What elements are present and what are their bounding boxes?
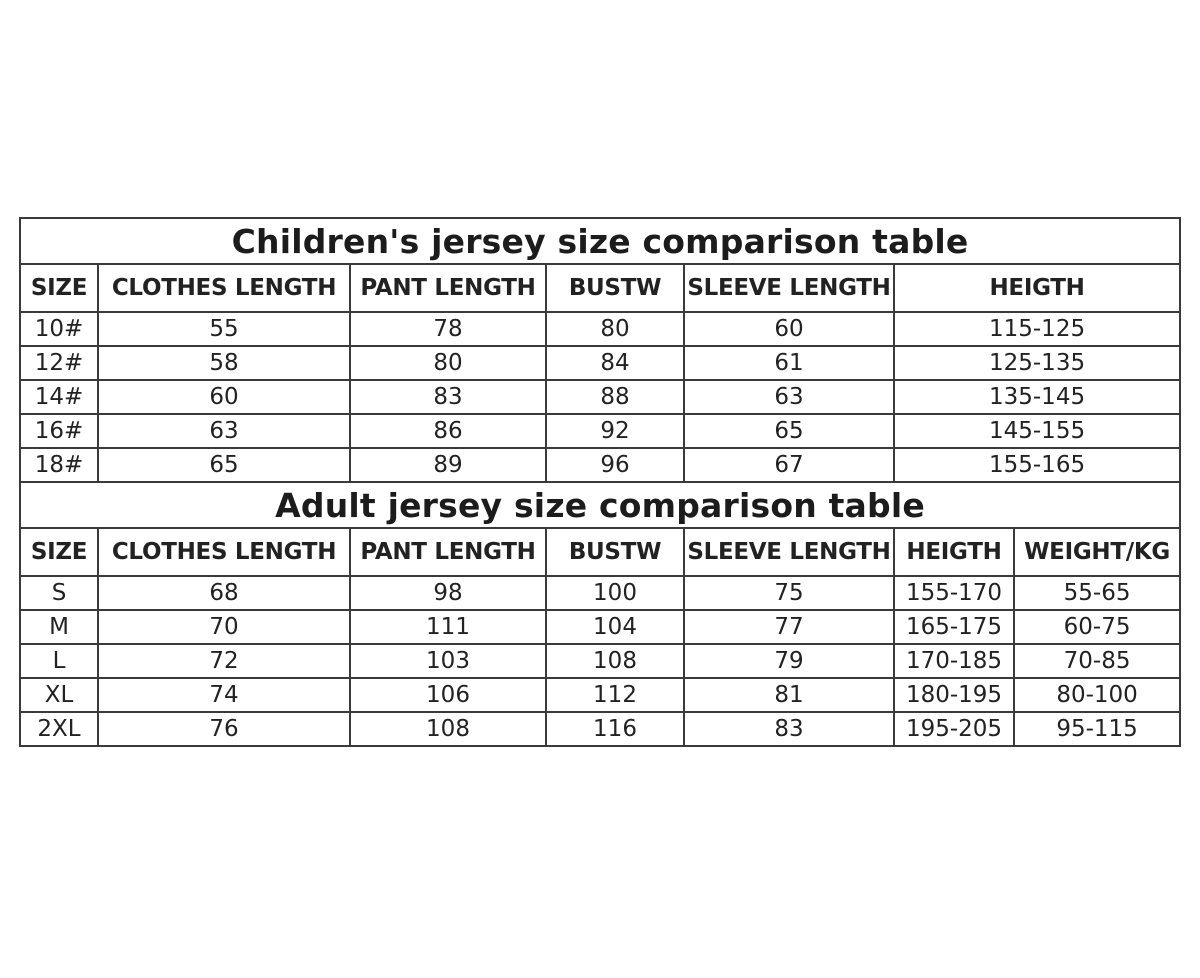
table-cell: 135-145 xyxy=(894,380,1180,414)
table-cell: 60 xyxy=(684,312,894,346)
table-row xyxy=(20,610,1180,644)
table-cell: 77 xyxy=(684,610,894,644)
table-row xyxy=(20,414,1180,448)
table-cell: 16# xyxy=(20,414,98,448)
table-cell: 83 xyxy=(684,712,894,746)
table-row xyxy=(20,712,1180,746)
table-cell: 78 xyxy=(350,312,546,346)
children-table-title: Children's jersey size comparison table xyxy=(20,218,1180,264)
table-cell: 80-100 xyxy=(1014,678,1180,712)
table-cell: 108 xyxy=(350,712,546,746)
table-row xyxy=(20,678,1180,712)
column-header: BUSTW xyxy=(546,528,684,576)
table-cell: L xyxy=(20,644,98,678)
table-cell: 60 xyxy=(98,380,350,414)
column-header: CLOTHES LENGTH xyxy=(98,264,350,312)
table-cell: 89 xyxy=(350,448,546,482)
table-cell: 170-185 xyxy=(894,644,1014,678)
column-header: SLEEVE LENGTH xyxy=(684,264,894,312)
table-cell: 10# xyxy=(20,312,98,346)
table-cell: 195-205 xyxy=(894,712,1014,746)
table-cell: 75 xyxy=(684,576,894,610)
table-cell: 112 xyxy=(546,678,684,712)
table-cell: 55-65 xyxy=(1014,576,1180,610)
table-cell: XL xyxy=(20,678,98,712)
column-header: PANT LENGTH xyxy=(350,528,546,576)
children-title-row xyxy=(20,218,1180,264)
table-cell: 76 xyxy=(98,712,350,746)
table-cell: 81 xyxy=(684,678,894,712)
table-cell: 74 xyxy=(98,678,350,712)
adult-title-row xyxy=(20,482,1180,528)
column-header: PANT LENGTH xyxy=(350,264,546,312)
column-header: HEIGTH xyxy=(894,528,1014,576)
size-chart-table xyxy=(19,217,1181,747)
table-cell: 103 xyxy=(350,644,546,678)
table-cell: 86 xyxy=(350,414,546,448)
table-cell: 63 xyxy=(684,380,894,414)
table-row xyxy=(20,312,1180,346)
table-cell: 145-155 xyxy=(894,414,1180,448)
table-cell: S xyxy=(20,576,98,610)
column-header: SIZE xyxy=(20,528,98,576)
table-row xyxy=(20,380,1180,414)
column-header: SLEEVE LENGTH xyxy=(684,528,894,576)
table-row xyxy=(20,576,1180,610)
table-cell: 96 xyxy=(546,448,684,482)
table-cell: 155-165 xyxy=(894,448,1180,482)
table-cell: 68 xyxy=(98,576,350,610)
table-cell: 116 xyxy=(546,712,684,746)
table-cell: 18# xyxy=(20,448,98,482)
table-cell: 80 xyxy=(350,346,546,380)
table-cell: 108 xyxy=(546,644,684,678)
table-cell: 95-115 xyxy=(1014,712,1180,746)
table-cell: 100 xyxy=(546,576,684,610)
table-cell: 14# xyxy=(20,380,98,414)
column-header: WEIGHT/KG xyxy=(1014,528,1180,576)
table-cell: 65 xyxy=(98,448,350,482)
table-cell: 61 xyxy=(684,346,894,380)
table-cell: 65 xyxy=(684,414,894,448)
table-cell: 79 xyxy=(684,644,894,678)
table-cell: M xyxy=(20,610,98,644)
table-cell: 155-170 xyxy=(894,576,1014,610)
column-header: SIZE xyxy=(20,264,98,312)
table-cell: 98 xyxy=(350,576,546,610)
table-cell: 125-135 xyxy=(894,346,1180,380)
adult-table-title: Adult jersey size comparison table xyxy=(20,482,1180,528)
table-cell: 70 xyxy=(98,610,350,644)
table-cell: 115-125 xyxy=(894,312,1180,346)
column-header: HEIGTH xyxy=(894,264,1180,312)
table-row xyxy=(20,644,1180,678)
table-cell: 58 xyxy=(98,346,350,380)
table-cell: 55 xyxy=(98,312,350,346)
column-header: BUSTW xyxy=(546,264,684,312)
table-cell: 83 xyxy=(350,380,546,414)
table-cell: 88 xyxy=(546,380,684,414)
table-cell: 106 xyxy=(350,678,546,712)
column-header: CLOTHES LENGTH xyxy=(98,528,350,576)
table-cell: 180-195 xyxy=(894,678,1014,712)
table-row xyxy=(20,346,1180,380)
table-cell: 63 xyxy=(98,414,350,448)
table-cell: 67 xyxy=(684,448,894,482)
table-cell: 12# xyxy=(20,346,98,380)
adult-header-row xyxy=(20,528,1180,576)
table-cell: 60-75 xyxy=(1014,610,1180,644)
table-cell: 165-175 xyxy=(894,610,1014,644)
table-cell: 70-85 xyxy=(1014,644,1180,678)
table-cell: 92 xyxy=(546,414,684,448)
table-row xyxy=(20,448,1180,482)
table-cell: 72 xyxy=(98,644,350,678)
table-cell: 2XL xyxy=(20,712,98,746)
table-cell: 104 xyxy=(546,610,684,644)
table-cell: 84 xyxy=(546,346,684,380)
table-cell: 111 xyxy=(350,610,546,644)
table-cell: 80 xyxy=(546,312,684,346)
children-header-row xyxy=(20,264,1180,312)
